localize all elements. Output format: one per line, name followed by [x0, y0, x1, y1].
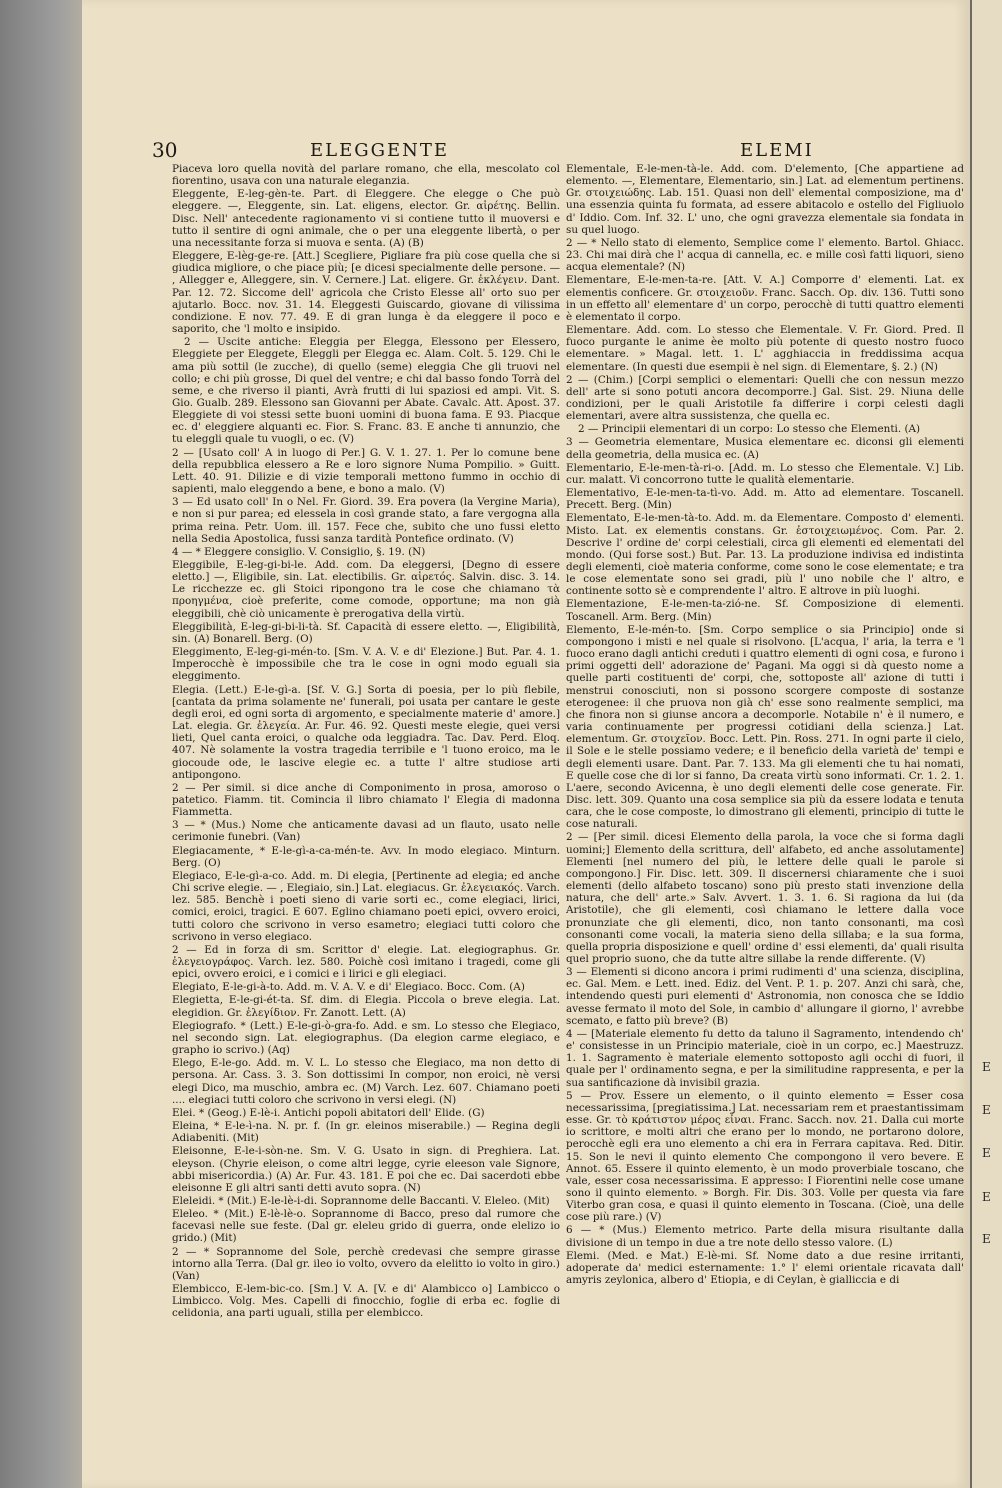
entry-paragraph: Elegia. (Lett.) E-le-gì-a. [Sf. V. G.] Sorta di poesia, per lo più flebile, [cantata da prima solamente ne' funerali, poi usata per cantare le geste degli eroi, ed ogni sorta di argomento, e specialmente materie d' amore.] Lat. elegia. Gr. ἐλεγεία. Ar. Fur. 46. 92. Questi meste elegie, quei versi lieti, Quel canta eroici, o qualche oda leggiadra. Tac. Dav. Perd. Eloq. 407. Nè solamente la vostra tragedia terribile e 'l tuono eroico, ma le giocoude ode, le lascive elegie ec. a tutte l' altre studiose arti antipongono.	[172, 683, 560, 781]
entry-paragraph: 2 — (Chim.) [Corpi semplici o elementari: Quelli che con nessun mezzo dell' arte si sono potuti ancora decomporre.] Gal. Sist. 29. Niuna delle condizioni, per le quali Aristotile fa differire i corpi celesti dagli elementari, avere altra sussistenza, che quella ec.	[566, 373, 964, 423]
entry-paragraph: Elementale, E-le-men-tà-le. Add. com. D'elemento, [Che appartiene ad elemento. —, Elementare, Elementario, sin.] Lat. ad elementum pertinens. Gr. στοιχειώδης. Lab. 151. Quasi non dell' elemental composizione, ma d' una essenzia quinta fu formata, ad essere abitacolo e ostello del Figliuolo d' Iddio. Com. Inf. 32. L' uno, che ogni gravezza elementale sia fondata in su quel luogo.	[566, 163, 964, 236]
entry-paragraph: Eleisonne, E-le-i-sòn-ne. Sm. V. G. Usato in sign. di Preghiera. Lat. eleyson. (Chyrie eleison, o come altri legge, cyrie eleeson vale Signore, abbi misericordia.) (A) Ar. Fur. 43. 181. E poi che ec. Dai sacerdoti ebbe eleisonne E gli altri santi detti avuto sopra. (N)	[172, 1145, 560, 1194]
entry-paragraph: 4 — [Materiale elemento fu detto da taluno il Sagramento, intendendo ch' e' consistesse in un Principio materiale, cioè in un corpo, ec.] Maestruzz. 1. 1. Sagramento è materiale elemento sottoposto agli occhi di fuori, il quale per l' ordinamento segna, e per la similitudine rappresenta, e per la sua santificazione dà invisibil grazia.	[566, 1027, 964, 1089]
entry-paragraph: Elegietta, E-le-gi-ét-ta. Sf. dim. di Elegia. Piccola o breve elegia. Lat. elegidion. Gr. ἐλεγίδιον. Fr. Zanott. Lett. (A)	[172, 994, 560, 1019]
entry-paragraph: Elegiaco, E-le-gì-a-co. Add. m. Di elegia, [Pertinente ad elegia; ed anche Chi scrive elegie. — , Elegiaio, sin.] Lat. elegiacus. Gr. ἐλεγειακός. Varch. lez. 585. Benchè i poeti sieno di varie sorti ec., come elegiaci, lirici, comici, eroici, tragici. E 607. Eglino chiamano poeti epici, ovvero eroici, tutti coloro che scrivono in verso esametro; elegiaci tutti coloro che scrivono in verso elegiaco.	[172, 869, 560, 943]
next-page-fragment: E	[982, 1190, 991, 1204]
entry-paragraph: Eleina, * E-le-ì-na. N. pr. f. (In gr. eleinos miserabile.) — Regina degli Adiabeniti. (Mit)	[172, 1120, 560, 1145]
entry-paragraph: Elementario, E-le-men-tà-ri-o. [Add. m. Lo stesso che Elementale. V.] Lib. cur. malatt. Vi concorrono tutte le qualità elementarie.	[566, 461, 964, 486]
entry-paragraph: 3 — * (Mus.) Nome che anticamente davasi ad un flauto, usato nelle cerimonie funebri. (Van)	[172, 819, 560, 844]
entry-paragraph: 2 — Principii elementari di un corpo: Lo stesso che Elementi. (A)	[578, 423, 921, 436]
entry-paragraph: Eleggere, E-lèg-ge-re. [Att.] Scegliere, Pigliare fra più cose quella che si giudica migliore, o che piace più; [e dicesi specialmente delle persone. — , Allegger e, Alleggere, sin. V. Cernere.] Lat. eligere. Gr. ἐκλέγειν. Dant. Par. 12. 72. Siccome dell' agricola che Cristo Elesse all' orto suo per ajutarlo. Bocc. nov. 31. 14. Eleggesti Guiscardo, giovane di vilissima condizione. E nov. 77. 49. E di gran lunga è da eleggere il poco e saporito, che 'l molto e insipido.	[172, 250, 560, 336]
right-column	[566, 163, 964, 1293]
entry-paragraph: 2 — Per simil. si dice anche di Componimento in prosa, amoroso o patetico. Fiamm. tit. Comincia il libro chiamato l' Elegia di madonna Fiammetta.	[172, 781, 560, 819]
entry-paragraph: Elembicco, E-lem-bic-co. [Sm.] V. A. [V. e di' Alambicco o] Lambicco o Limbicco. Volg. Mes. Capelli di finocchio, foglie di erba ec. foglie di celidonia, ana parti uguali, stilla per elembicco.	[172, 1283, 560, 1320]
entry-paragraph: Elementare, E-le-men-ta-re. [Att. V. A.] Comporre d' elementi. Lat. ex elementis conficere. Gr. στοιχειοῦν. Franc. Sacch. Op. div. 136. Tutti sono in un effetto all' elementare d' un corpo, perocchè di tutti quattro elementi è elementato il corpo.	[566, 274, 964, 323]
entry-paragraph: Elegiato, E-le-gi-à-to. Add. m. V. A. V. e di' Elegiaco. Bocc. Com. (A)	[172, 981, 525, 994]
binding-gutter	[0, 0, 90, 1488]
entry-paragraph: 3 — Geometria elementare, Musica elementare ec. diconsi gli elementi della geometria, della musica ec. (A)	[566, 436, 964, 461]
entry-paragraph: 2 — * Soprannome del Sole, perchè credevasi che sempre girasse intorno alla Terra. (Dal gr. ileo io volto, ovvero da elelitto io volto in giro.) (Van)	[172, 1245, 560, 1282]
next-page-fragment: E	[982, 1060, 991, 1074]
entry-paragraph: Eleleo. * (Mit.) E-lè-lè-o. Soprannome di Bacco, preso dal rumore che facevasi nelle sue feste. (Dal gr. eleleu grido di guerra, onde elelizo io grido.) (Mit)	[172, 1208, 560, 1245]
entry-paragraph: 3 — Ed usato coll' In o Nel. Fr. Giord. 39. Era povera (la Vergine Maria), e non si pur parea; ed elessela in così grande stato, a fare vergogna alla prima reina. Petr. Uom. ill. 157. Fece che, subito che uno fussi eletto nella Sedia Apostolica, fussi sanza tardità Pontefice ordinato. (V)	[172, 496, 560, 545]
page-header	[150, 136, 950, 166]
entry-paragraph: Elemento, E-le-mén-to. [Sm. Corpo semplice o sia Principio] onde si compongono i misti e nel quale si risolvono. [L'acqua, l' aria, la terra e 'l fuoco erano dagli antichi creduti i quattro elementi di ogni cosa, e furono i primi oggetti dell' adorazione de' Pagani. Ma oggi si dà questo nome a quelle parti costituenti de' corpi, che, sottoposte all' azione di tutti i menstrui conosciuti, non si possono scorgere composte di sostanze eterogenee: il che pruova non già ch' esse sono realmente semplici, ma che finora non si giunse ancora a decomporle. Notabile n' è il numero, e varia continuamente per progressi cotidiani della scienza.] Lat. elementum. Gr. στοιχεῖον. Bocc. Lett. Pin. Ross. 271. In ogni parte il cielo, il Sole e le stelle possiamo vedere; e il beneficio della varietà de' tempi e degli elementi usare. Dant. Par. 7. 133. Ma gli elementi che tu hai nomati, E quelle cose che di lor si fanno, Da creata virtù sono informati. Cr. 1. 2. 1. L'aere, secondo Avicenna, è uno degli elementi delle cose generate. Fir. Disc. lett. 309. Quanto una cosa semplice sia più da essere lodata e tenuta cara, che le cose composte, lo dimostrano gli elementi, principio di tutte le cose naturali.	[566, 623, 964, 831]
entry-paragraph: 2 — Uscite antiche: Eleggia per Elegga, Elessono per Elessero, Eleggiete per Eleggete, Eleggli per Elegga ec. Alam. Colt. 5. 129. Chi le ama più sottil (le zucche), di quello (seme) eleggia Che gli truovi nel collo; e chi più grosse, Di quel del ventre; e chi dal basso fondo Torrà del seme, e che riverso il pianti, Avrà frutti di lui spaziosi ed ampi. Vit. S. Gio. Gualb. 289. Elessono san Giovanni per Abate. Cavalc. Att. Apost. 37. Eleggiete di voi stessi sette buoni uomini di buona fama. E 93. Piacque ec. d' eleggiere alquanti ec. Fior. S. Franc. 83. E anche ti annunzio, che tu eleggli quale tu vuogli, o ec. (V)	[172, 336, 560, 446]
next-page-edge	[970, 0, 1002, 1488]
entry-paragraph: Elementazione, E-le-men-ta-zió-ne. Sf. Composizione di elementi. Toscanell. Arm. Berg. (Min)	[566, 598, 964, 623]
entry-paragraph: Elegiografo. * (Lett.) E-le-gi-ò-gra-fo. Add. e sm. Lo stesso che Elegiaco, nel secondo sign. Lat. elegiographus. (Da elegion carme elegiaco, e grapho io scrivo.) (Aq)	[172, 1019, 560, 1057]
entry-paragraph: Eleggimento, E-leg-gi-mén-to. [Sm. V. A. V. e di' Elezione.] But. Par. 4. 1. Imperocchè è impossibile che tra le cose in ogni modo eguali sia eleggimento.	[172, 646, 560, 683]
entry-paragraph: 2 — [Per simil. dicesi Elemento della parola, la voce che si forma dagli uomini;] Elemento della scrittura, dell' alfabeto, ed anche assolutamente] Elementi [nel numero del più, le lettere delle quali le parole si compongono.] Fir. Disc. lett. 309. Il discernersi chiaramente che i suoi elementi (dello alfabeto toscano) sono più presto stati invenzione della natura, che dell' arte.» Salv. Avvert. 1. 3. 1. 6. Si ragiona da lui (da Aristotile), che gli elementi, così chiamano le lettere dalla voce pronunziate che gli elementi, dico, non tanto consonanti, ma così consonanti come vocali, la materia sieno della sillaba; e la sua forma, quella propria disposizione e quell' ordine d' essi elementi, da' quali risulta quel proprio suono, che da tutte altre sillabe la rende differente. (V)	[566, 831, 964, 965]
entry-paragraph: 2 — * Nello stato di elemento, Semplice come l' elemento. Bartol. Ghiacc. 23. Chi mai dirà che l' acqua di cannella, ec. e mille così fatti liquori, sieno acqua elementale? (N)	[566, 236, 964, 274]
entry-paragraph: 4 — * Eleggere consiglio. V. Consiglio, §. 19. (N)	[172, 545, 426, 558]
next-page-fragment: E	[982, 1232, 991, 1246]
next-page-fragment: E	[982, 1146, 991, 1160]
entry-paragraph: 2 — Ed in forza di sm. Scrittor d' elegie. Lat. elegiographus. Gr. ἐλεγειογράφος. Varch. lez. 580. Poichè così imitano i tragedi, come gli epici, ovvero eroici, e i comici e i lirici e gli elegiaci.	[172, 943, 560, 981]
left-column	[172, 163, 560, 1320]
entry-paragraph: 3 — Elementi si dicono ancora i primi rudimenti d' una scienza, disciplina, ec. Gal. Mem. e Lett. ined. Ediz. del Vent. P. 1. p. 207. Anzi chi sarà, che, intendendo questi puri elementi d' Astronomia, non conosca che se Iddio avesse fermato il moto del Sole, in cambio d' allungare il giorno, l' avrebbe scemato, e fatto più breve? (B)	[566, 966, 964, 1027]
next-page-fragment: E	[982, 1103, 991, 1117]
entry-paragraph: 2 — [Usato coll' A in luogo di Per.] G. V. 1. 27. 1. Per lo comune bene della repubblica elessero a Re e loro signore Numa Pompilio. » Guitt. Lett. 40. 91. Dilizie e di vizie temporali mettono fummo in occhio di sapienti, malo eleggendo a bene, e bono a malo. (V)	[172, 446, 560, 496]
running-head-right: ELEMI	[740, 140, 814, 161]
entry-paragraph: 6 — * (Mus.) Elemento metrico. Parte della misura risultante dalla divisione di un tempo in due a tre note dello stesso valore. (L)	[566, 1224, 964, 1249]
entry-paragraph: Elementativo, E-le-men-ta-tì-vo. Add. m. Atto ad elementare. Toscanell. Precett. Berg. (Min)	[566, 487, 964, 512]
entry-paragraph: Elementato, E-le-men-tà-to. Add. m. da Elementare. Composto d' elementi. Misto. Lat. ex elementis constans. Gr. ἐστοιχειωμένος. Com. Par. 2. Descrive l' ordine de' corpi celestiali, circa gli elementi ed elementati del mondo. (Qui forse sost.) But. Par. 13. La produzione indivisa ed indistinta degli elementi, cioè materia conforme, come sono le cose elementate; e tra le cose elementate sono sei gradi, più l' uno nobile che l' altro, e continente sotto sè e comprendente l' altro. E altrove in più luoghi.	[566, 512, 964, 598]
entry-paragraph: Piaceva loro quella novità del parlare romano, che ella, mescolato col fiorentino, usava con una naturale eleganzia.	[172, 163, 560, 188]
entry-paragraph: Elei. * (Geog.) E-lè-i. Antichi popoli abitatori dell' Elide. (G)	[172, 1106, 485, 1119]
entry-paragraph: Eleggibilità, E-leg-gi-bi-li-tà. Sf. Capacità di essere eletto. —, Eligibilità, sin. (A) Bonarell. Berg. (O)	[172, 620, 560, 645]
entry-paragraph: 5 — Prov. Essere un elemento, o il quinto elemento = Esser cosa necessarissima, [pregiatissima.] Lat. necessariam rem et praestantissimam esse. Gr. τὸ κράτιστον μέρος εἶναι. Franc. Sacch. nov. 21. Dalla cui morte io scrittore, e molti altri che erano per lo mondo, ne portarono dolore, perocchè egli era uno elemento a chi era in Ferrara capitava. Red. Ditir. 15. Son le nevi il quinto elemento Che compongono il vero bevere. E Annot. 65. Essere il quinto elemento, è un modo proverbiale toscano, che vale, esser cosa necessarissima. E appresso: I Fiorentini nelle cose umane sono il quinto elemento. » Borgh. Fir. Dis. 303. Volle per questa via fare Viterbo gran cosa, e quasi il quinto elemento in Toscana. (Cioè, una delle cose più rare.) (V)	[566, 1089, 964, 1224]
entry-paragraph: Elego, E-le-go. Add. m. V. L. Lo stesso che Elegiaco, ma non detto di persona. Ar. Cass. 3. 3. Son dottissimi In compor, non eroici, nè versi elegi Dico, ma muschio, ambra ec. (M) Varch. Lez. 607. Chiamano poeti .... elegiaci tutti coloro che scrivono in versi elegi. (N)	[172, 1057, 560, 1106]
entry-paragraph: Elemi. (Med. e Mat.) E-lè-mi. Sf. Nome dato a due resine irritanti, adoperate da' medici esternamente: 1.° l' elemi orientale ricavata dall' amyris zeylonica, albero d' Etiopia, e di Ceylan, è gialliccia e di	[566, 1249, 964, 1287]
entry-paragraph: Eleggibile, E-leg-gi-bi-le. Add. com. Da eleggersi, [Degno di essere eletto.] —, Eligibile, sin. Lat. electibilis. Gr. αἱρετός. Salvin. disc. 3. 14. Le ricchezze ec. gli Stoici ripongono tra le cose che chiamano τὰ προηγμένα, cioè preferite, come comode, opportune; ma non già eleggibili, chè ciò unicamente è prerogativa della virtù.	[172, 559, 560, 620]
running-head-left: ELEGGENTE	[310, 140, 450, 161]
entry-paragraph: Elegiacamente, * E-le-gì-a-ca-mén-te. Avv. In modo elegiaco. Minturn. Berg. (O)	[172, 844, 560, 869]
entry-paragraph: Eleggente, E-leg-gèn-te. Part. di Eleggere. Che elegge o Che può eleggere. —, Eleggente, sin. Lat. eligens, elector. Gr. αἱρέτης. Bellin. Disc. Nell' antecedente ragionamento vi si contiene tutto il muoversi e tutto il sentire di ogni animale, che o per una eleggente libertà, o per una necessitante forza si muova e senta. (A) (B)	[172, 188, 560, 249]
page-number: 30	[152, 138, 178, 162]
entry-paragraph: Eleleidi. * (Mit.) E-le-lè-i-di. Soprannome delle Baccanti. V. Eleleo. (Mit)	[172, 1194, 550, 1207]
entry-paragraph: Elementare. Add. com. Lo stesso che Elementale. V. Fr. Giord. Pred. Il fuoco purgante le anime èe molto più potente di questo nostro fuoco elementare. » Magal. lett. 1. L' agghiaccia in freddissima acqua elementare. (In questi due esempii è nel sign. di Elementare, §. 2.) (N)	[566, 324, 964, 373]
